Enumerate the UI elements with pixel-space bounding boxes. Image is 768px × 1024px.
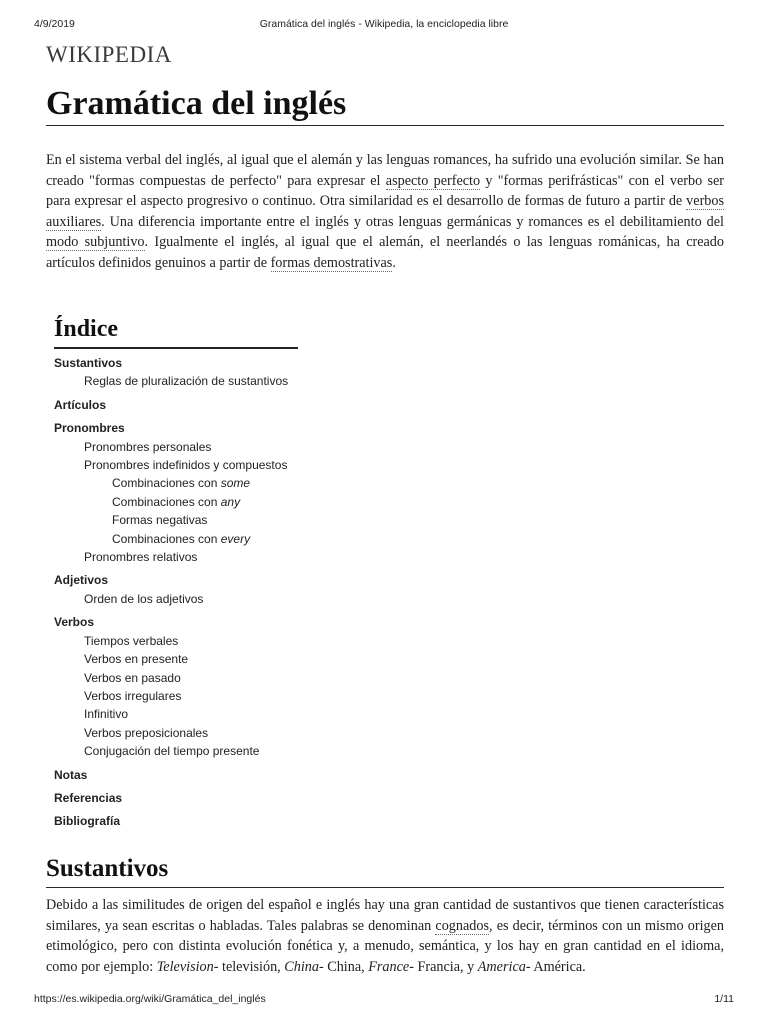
toc-item-bibliografia[interactable]: Bibliografía xyxy=(54,814,121,829)
table-of-contents xyxy=(54,314,298,831)
print-footer xyxy=(0,993,768,1007)
link-aspecto-perfecto[interactable]: aspecto perfecto xyxy=(385,172,481,189)
print-url: https://es.wikipedia.org/wiki/Gramática_del_inglés xyxy=(34,993,266,1005)
intro-text: En el sistema verbal del inglés, al igual que el alemán y las lenguas romances, ha sufrido una evolución similar. Se han creado "formas compuestas de perfecto" para expresar el xyxy=(46,152,724,189)
section-title-sustantivos: Sustantivos xyxy=(46,855,169,882)
toc-item-combinaciones-any[interactable]: Combinaciones con any xyxy=(112,494,241,509)
example-word: Television xyxy=(156,958,214,975)
toc-title: Índice xyxy=(54,314,298,349)
section-divider xyxy=(46,887,724,888)
toc-item-sustantivos[interactable]: Sustantivos xyxy=(54,356,123,370)
toc-item-pronombres-personales[interactable]: Pronombres personales xyxy=(84,439,212,454)
link-verbos-auxiliares[interactable]: verbos auxiliares xyxy=(46,193,724,230)
toc-item-adjetivos[interactable]: Adjetivos xyxy=(54,573,109,588)
example-translation: - China, xyxy=(318,958,369,975)
wikipedia-wordmark[interactable]: WIKIPEDIA xyxy=(46,42,172,67)
print-page-title: Gramática del inglés - Wikipedia, la enciclopedia libre xyxy=(259,18,509,30)
toc-item-infinitivo[interactable]: Infinitivo xyxy=(84,707,129,722)
link-cognados[interactable]: cognados xyxy=(435,917,489,934)
example-word: China xyxy=(284,958,319,975)
toc-item-pronombres-indefinidos[interactable]: Pronombres indefinidos y compuestos xyxy=(84,458,288,473)
body-text: Debido a las similitudes de origen del español e inglés hay una gran cantidad de sustantivos que tienen características similares, ya sean escritas o habladas. Tales palabras se denominan xyxy=(46,897,724,934)
example-word: France xyxy=(368,958,410,975)
intro-text: . xyxy=(392,254,396,271)
print-page-number: 1/11 xyxy=(714,993,734,1005)
page-title: Gramática del inglés xyxy=(46,85,347,122)
toc-item-referencias[interactable]: Referencias xyxy=(54,790,123,805)
intro-text: . Una diferencia importante entre el inglés y otras lenguas germánicas y romances es el debilitamiento del xyxy=(101,213,724,230)
toc-list xyxy=(54,354,298,831)
toc-item-notas[interactable]: Notas xyxy=(54,767,88,782)
link-modo-subjuntivo[interactable]: modo subjuntivo xyxy=(46,234,145,251)
toc-item-verbos[interactable]: Verbos xyxy=(54,615,95,630)
toc-item-verbos-pasado[interactable]: Verbos en pasado xyxy=(84,670,181,685)
toc-item-combinaciones-some[interactable]: Combinaciones con some xyxy=(112,476,251,491)
toc-item-verbos-presente[interactable]: Verbos en presente xyxy=(84,652,189,667)
intro-text: . Igualmente el inglés, al igual que el alemán, el neerlandés o las lenguas románicas, ha creado artículos definidos genuinos a partir de xyxy=(46,234,724,271)
example-translation: - América. xyxy=(525,958,586,975)
example-translation: - televisión, xyxy=(213,958,285,975)
toc-item-articulos[interactable]: Artículos xyxy=(54,397,107,412)
sustantivos-paragraph xyxy=(46,895,724,977)
toc-item-tiempos-verbales[interactable]: Tiempos verbales xyxy=(84,633,179,648)
print-header xyxy=(0,18,768,32)
toc-item-pronombres[interactable]: Pronombres xyxy=(54,421,125,436)
toc-item-pronombres-relativos[interactable]: Pronombres relativos xyxy=(84,550,198,565)
print-date: 4/9/2019 xyxy=(34,18,75,30)
title-divider xyxy=(46,125,724,126)
toc-item-conjugacion-presente[interactable]: Conjugación del tiempo presente xyxy=(84,744,260,759)
toc-item-reglas-pluralizacion[interactable]: Reglas de pluralización de sustantivos xyxy=(84,374,289,389)
example-translation: - Francia, y xyxy=(409,958,478,975)
link-formas-demostrativas[interactable]: formas demostrativas xyxy=(270,254,393,271)
toc-item-formas-negativas[interactable]: Formas negativas xyxy=(112,513,208,528)
body-text: , es decir, términos con un mismo origen etimológico, pero con distinta evolución fonética y, a menudo, semántica, y los hay en gran cantidad en el idioma, como por ejemplo: xyxy=(46,917,724,975)
toc-item-orden-adjetivos[interactable]: Orden de los adjetivos xyxy=(84,591,204,606)
toc-item-combinaciones-every[interactable]: Combinaciones con every xyxy=(112,531,251,546)
example-word: America xyxy=(477,958,526,975)
toc-item-verbos-preposicionales[interactable]: Verbos preposicionales xyxy=(84,725,209,740)
toc-item-verbos-irregulares[interactable]: Verbos irregulares xyxy=(84,688,182,703)
intro-paragraph xyxy=(46,150,724,274)
intro-text: y "formas perifrásticas" con el verbo ser para expresar el aspecto progresivo o continuo. Otra similaridad es el desarrollo de formas de futuro a partir de xyxy=(46,172,724,210)
